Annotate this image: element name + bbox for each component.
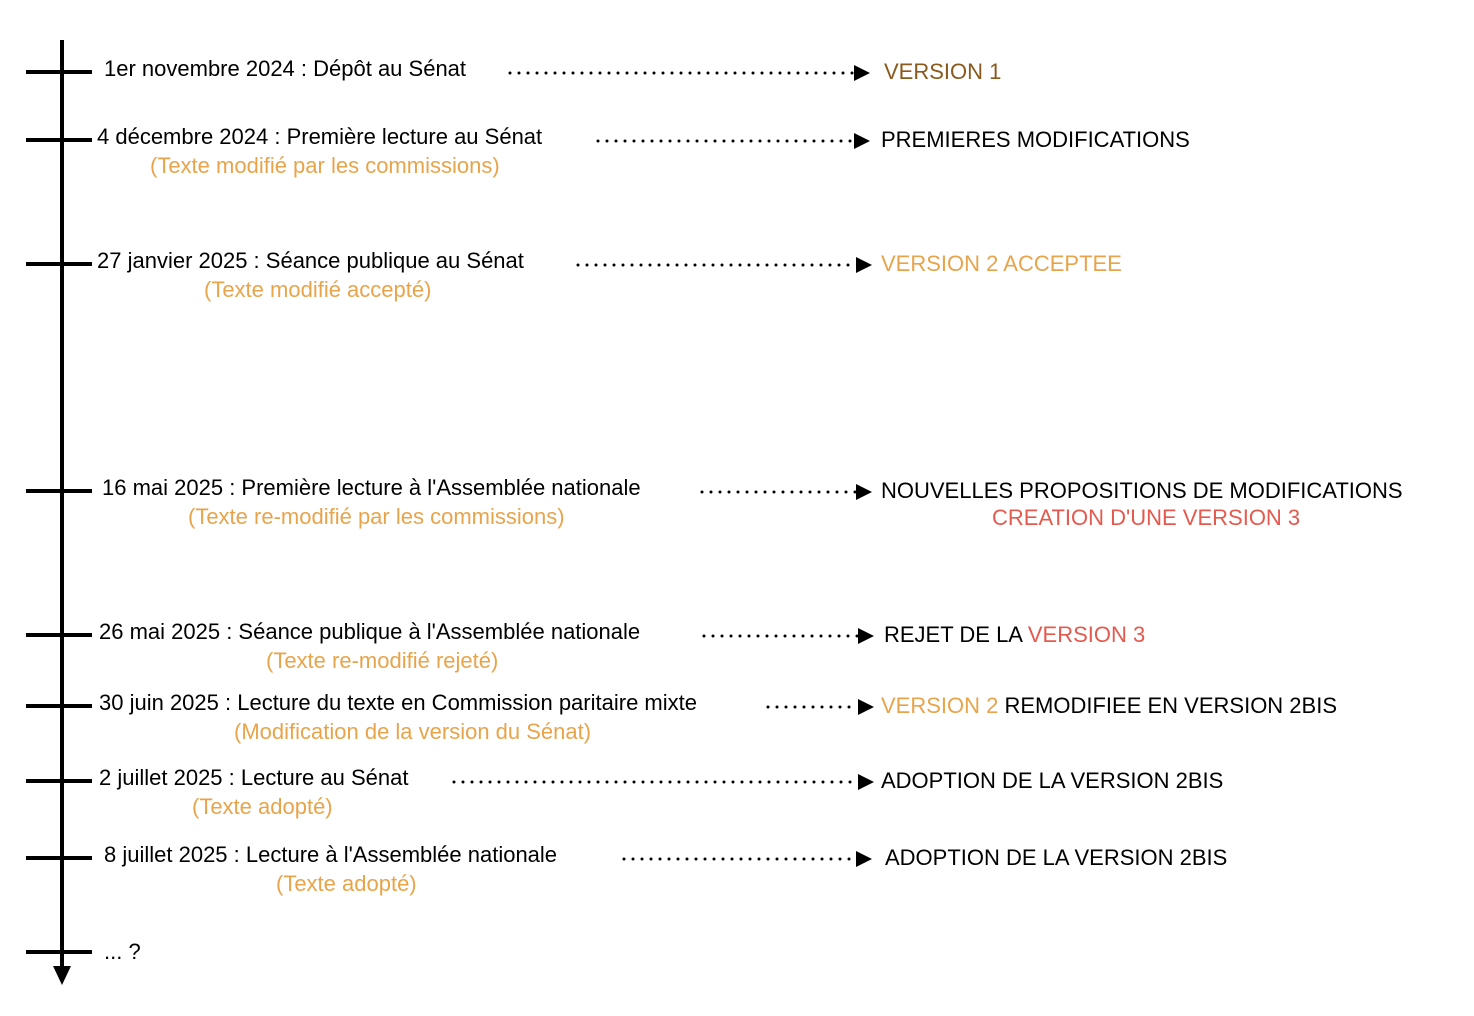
arrowhead [858,699,874,715]
end-label: ... ? [104,939,141,964]
event-result-part: VERSION 3 [1027,622,1146,647]
event-result-part: VERSION 2 [881,693,999,718]
arrowhead [856,484,872,500]
event-result [881,251,1122,277]
arrowhead [858,628,874,644]
event-result [881,478,1403,504]
arrowhead [854,65,870,81]
arrowhead [854,133,870,149]
event-result [881,693,1337,719]
event-result [884,59,1001,85]
event-label: 4 décembre 2024 : Première lecture au Sénat [97,124,543,149]
arrowhead [856,257,872,273]
timeline-axis-arrowhead [53,966,71,985]
event-result-part: REJET DE LA [884,622,1028,647]
event-subtitle: (Texte modifié accepté) [204,277,432,302]
event-label: 27 janvier 2025 : Séance publique au Sénat [97,248,524,273]
arrowhead [858,774,874,790]
event-label: 2 juillet 2025 : Lecture au Sénat [99,765,409,790]
event-label: 16 mai 2025 : Première lecture à l'Assemblée nationale [102,475,641,500]
event-result-part: VERSION 1 [884,59,1002,84]
event-subtitle: (Texte adopté) [276,871,417,896]
event-result [881,127,1190,153]
event-subtitle: (Texte adopté) [192,794,333,819]
event-result-part: ADOPTION DE LA VERSION 2BIS [881,768,1224,793]
event-subtitle: (Modification de la version du Sénat) [234,719,592,744]
event-result-part: VERSION 2 ACCEPTEE [881,251,1122,276]
event-subtitle: (Texte re-modifié rejeté) [266,648,499,673]
event-result-part: NOUVELLES PROPOSITIONS DE MODIFICATIONS [881,478,1403,503]
event-label: 30 juin 2025 : Lecture du texte en Commission paritaire mixte [99,690,697,715]
event-result [881,768,1223,794]
arrowhead [856,851,872,867]
event-result-part: PREMIERES MODIFICATIONS [881,127,1190,152]
event-subtitle: (Texte modifié par les commissions) [150,153,500,178]
event-label: 26 mai 2025 : Séance publique à l'Assemblée nationale [99,619,641,644]
event-result-part: CREATION D'UNE VERSION 3 [992,505,1301,530]
event-result-secondary [992,505,1300,531]
event-label: 8 juillet 2025 : Lecture à l'Assemblée nationale [104,842,558,867]
event-result [885,845,1227,871]
event-result [884,622,1145,648]
event-label: 1er novembre 2024 : Dépôt au Sénat [104,56,467,81]
event-subtitle: (Texte re-modifié par les commissions) [188,504,565,529]
event-result-part: ADOPTION DE LA VERSION 2BIS [885,845,1228,870]
event-result-part: REMODIFIEE EN VERSION 2BIS [998,693,1338,718]
